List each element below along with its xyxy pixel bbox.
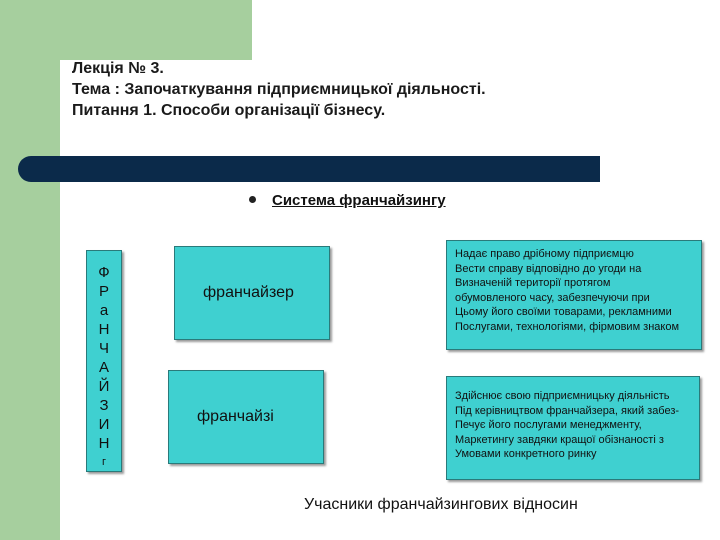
vertical-letter: З <box>99 397 109 414</box>
vertical-letter: Р <box>98 283 109 300</box>
description-line: Умовами конкретного ринку <box>455 448 597 460</box>
description-line: Надає право дрібному підприємцю <box>455 248 634 260</box>
description-line: Цьому його своїми товарами, рекламними <box>455 306 672 318</box>
vertical-letter: Н <box>98 435 110 452</box>
title-line-2: Тема : Започаткування підприємницької діяльності. <box>72 81 486 98</box>
franchisor-box <box>174 246 330 340</box>
franchisee-label: франчайзі <box>197 408 274 425</box>
section-heading: Система франчайзингу <box>272 192 446 209</box>
slide-title <box>72 58 486 121</box>
vertical-letter: Й <box>98 378 110 395</box>
top-green-block <box>60 0 252 60</box>
description-line: Печує його послугами менеджменту, <box>455 419 642 431</box>
vertical-label-box <box>86 250 122 472</box>
vertical-letter: Ф <box>98 264 110 281</box>
vertical-letter: г <box>101 456 106 468</box>
vertical-letter: а <box>99 302 109 319</box>
description-line: Вести справу відповідно до угоди на <box>455 262 642 275</box>
vertical-letter: Н <box>98 321 110 338</box>
description-line: Здійснює свою підприємницьку діяльність <box>455 390 670 402</box>
vertical-letter: Ч <box>99 340 109 357</box>
vertical-letter: А <box>98 359 109 376</box>
franchisor-label: франчайзер <box>203 284 294 301</box>
bullet-icon <box>249 196 256 203</box>
vertical-letter: И <box>98 416 110 433</box>
diagram-caption: Учасники франчайзингових відносин <box>304 496 578 513</box>
franchisee-description-box <box>446 376 700 480</box>
franchisee-box <box>168 370 324 464</box>
description-line: обумовленого часу, забезпечуючи при <box>455 291 650 304</box>
title-line-3: Питання 1. Способи організації бізнесу. <box>72 102 386 119</box>
left-green-band <box>0 0 60 540</box>
title-line-1: Лекція № 3. <box>72 60 164 77</box>
description-line: Під керівництвом франчайзера, який забез- <box>455 404 680 417</box>
franchisor-description-box <box>446 240 702 350</box>
description-line: Послугами, технологіями, фірмовим знаком <box>455 320 680 333</box>
divider-bar <box>18 156 600 182</box>
description-line: Маркетингу завдяки кращої обізнаності з <box>455 433 664 446</box>
description-line: Визначеній території протягом <box>455 277 611 289</box>
